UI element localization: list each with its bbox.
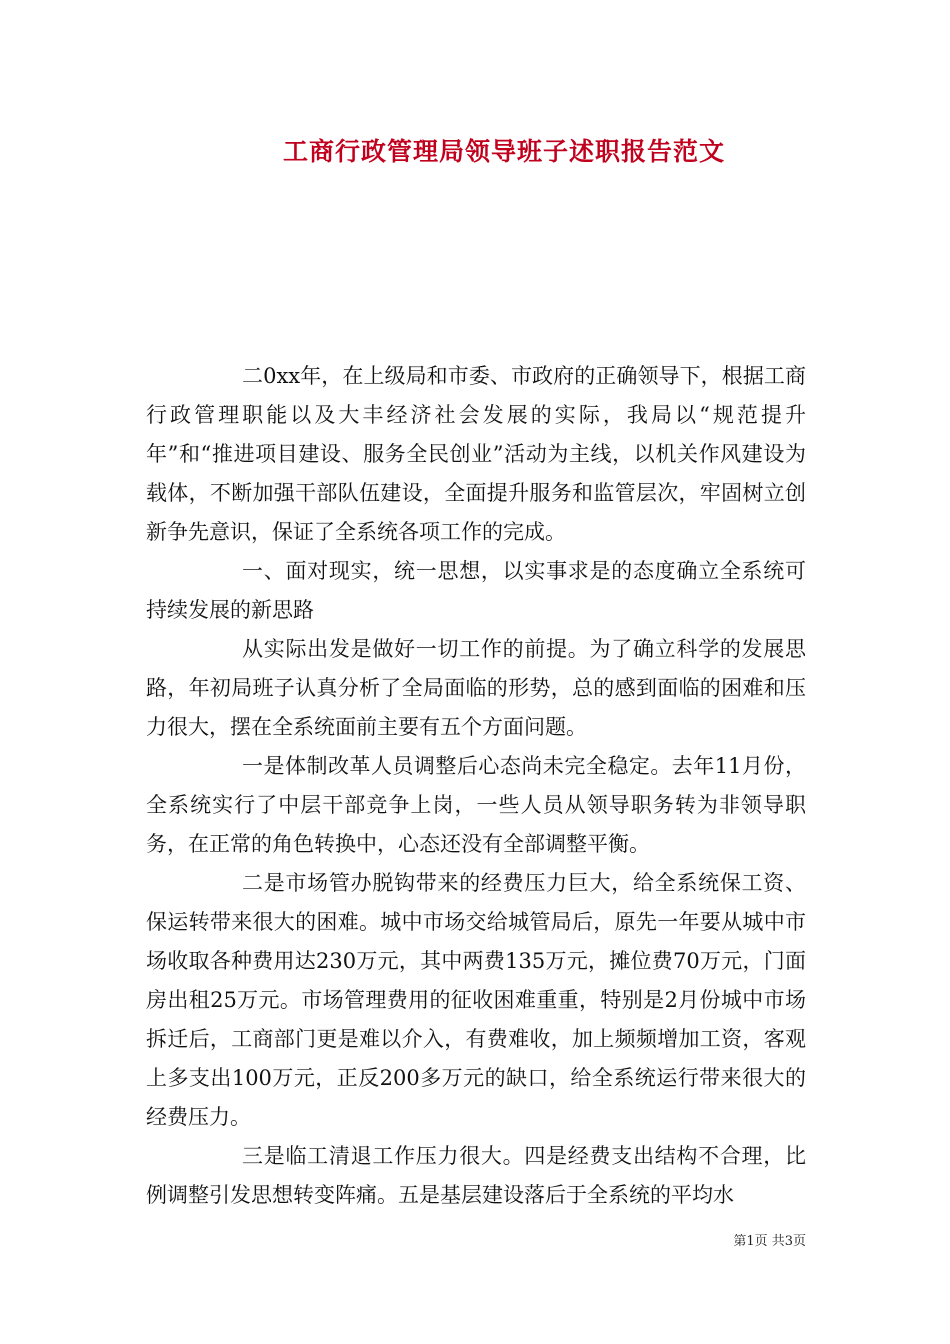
document-title: 工商行政管理局领导班子述职报告范文	[282, 137, 725, 166]
paragraph: 从实际出发是做好一切工作的前提。为了确立科学的发展思路，年初局班子认真分析了全局面临的形势，总的感到面临的困难和压力很大，摆在全系统面前主要有五个方面问题。	[146, 637, 806, 739]
paragraph: 一是体制改革人员调整后心态尚未完全稳定。去年11月份，全系统实行了中层干部竞争上岗，一些人员从领导职务转为非领导职务，在正常的角色转换中，心态还没有全部调整平衡。	[146, 754, 806, 856]
paragraph: 二是市场管办脱钩带来的经费压力巨大，给全系统保工资、保运转带来很大的困难。城中市场交给城管局后，原先一年要从城中市场收取各种费用达230万元，其中两费135万元，摊位费70万元，门面房出租25万元。市场管理费用的征收困难重重，特别是2月份城中市场拆迁后，工商部门更是难以介入，有费难收，加上频频增加工资，客观上多支出100万元，正反200多万元的缺口，给全系统运行带来很大的经费压力。	[146, 871, 806, 1129]
paragraph: 三是临工清退工作压力很大。四是经费支出结构不合理，比例调整引发思想转变阵痛。五是基层建设落后于全系统的平均水	[146, 1144, 806, 1207]
paragraph: 一、面对现实，统一思想，以实事求是的态度确立全系统可持续发展的新思路	[146, 559, 806, 622]
paragraph: 二0xx年，在上级局和市委、市政府的正确领导下，根据工商行政管理职能以及大丰经济社会发展的实际，我局以“规范提升年”和“推进项目建设、服务全民创业”活动为主线，以机关作风建设为载体，不断加强干部队伍建设，全面提升服务和监管层次，牢固树立创新争先意识，保证了全系统各项工作的完成。	[146, 364, 806, 544]
page-number-footer: 第1页 共3页	[733, 1234, 806, 1249]
document-body	[146, 357, 806, 1215]
